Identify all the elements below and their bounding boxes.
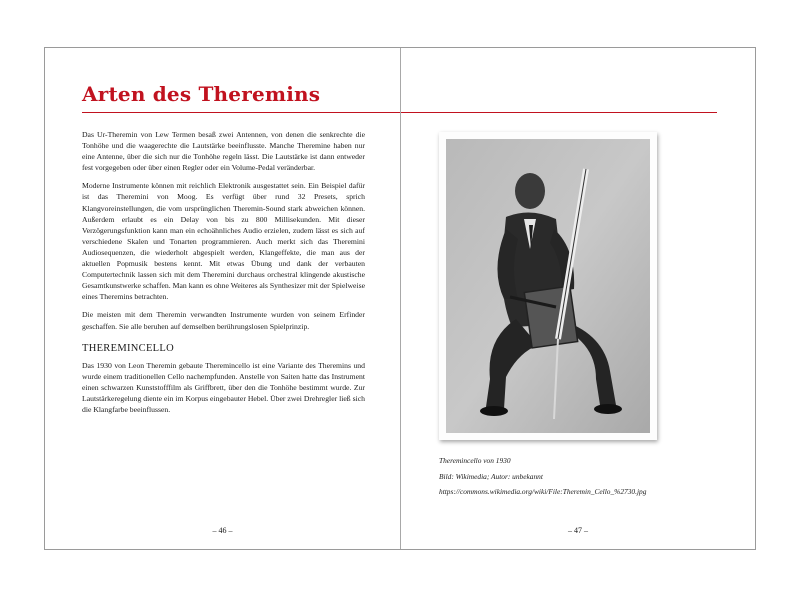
caption-url[interactable]: https://commons.wikimedia.org/wiki/File:Theremin_Cello_%2730.jpg bbox=[439, 487, 647, 497]
right-page bbox=[401, 48, 755, 549]
paragraph-1: Das Ur-Theremin von Lew Termen besaß zwei Antennen, von denen die senkrechte die Tonhöhe und die waagerechte die Lautstärke beeinflusste. Manche Theremine haben nur eine Antenne, über die sich nur die Tonhöhe regeln lässt. Die Lautstärke ist dann entweder fest vorgegeben oder über einen Regler oder ein Volume-Pedal veränderbar. bbox=[82, 130, 365, 173]
page-number-left: – 46 – bbox=[212, 526, 233, 535]
book-spread bbox=[44, 47, 756, 550]
body-text bbox=[82, 129, 365, 422]
paragraph-2: Moderne Instrumente können mit reichlich Elektronik ausgestattet sein. Ein Beispiel dafür ist das Theremini von Moog. Es verfügt über rund 32 Presets, sprich Klangvoreinstellungen, die vom ursprünglichen Theremin-Sound stark abweichen können. Außerdem erlaubt es ein Delay von bis zu 800 Millisekunden. Mit dieser Verzögerungsfunktion kann man ein echoähnliches Audio erzielen, zudem lässt es sich auf verschiedene Skalen und Tonarten programmieren. Auch merkt sich das Theremini Audiosequenzen, die wiederholt abgespielt werden, Klangeffekte, die man aus der aktuellen Popmusik bestens kennt. Mit etwas Übung und dank der verbauten Computertechnik lassen sich mit dem Theremini durchaus orchestral klingende akustische Gesamtkunstwerke schaffen. Man kann es ohne Weiteres als Synthesizer mit der Spielweise eines Theremins betrachten. bbox=[82, 181, 365, 302]
section-heading: THEREMINCELLO bbox=[82, 342, 174, 354]
caption-credit: Bild: Wikimedia; Autor: unbekannt bbox=[439, 471, 543, 481]
theremincello-photo bbox=[439, 132, 657, 440]
page-number-right: – 47 – bbox=[568, 526, 588, 535]
title-rule-left bbox=[82, 112, 400, 113]
section-paragraph: Das 1930 von Leon Theremin gebaute Theremincello ist eine Variante des Theremins und wurde einem traditionellen Cello nachempfunden. Anstelle von Saiten hatte das Instrument einen schwarzen Kunststofffilm als Griffbrett, über den die Tonhöhe bestimmt wurde. Zur Lautstärkeregelung diente ein im Korpus eingebauter Hebel. Über zwei Drehregler ließ sich die Klangfarbe beeinflussen. bbox=[82, 360, 365, 415]
title-rule-right bbox=[401, 112, 717, 113]
photo-illustration bbox=[446, 139, 650, 433]
paragraph-3: Die meisten mit dem Theremin verwandten Instrumente wurden von seinem Erfinder geschaffen. Sie alle beruhen auf demselben berührungslosen Spielprinzip. bbox=[82, 310, 365, 331]
photo-caption bbox=[439, 453, 646, 500]
page-title: Arten des Theremins bbox=[82, 82, 321, 106]
left-page bbox=[45, 48, 401, 549]
caption-title: Theremincello von 1930 bbox=[439, 456, 511, 465]
